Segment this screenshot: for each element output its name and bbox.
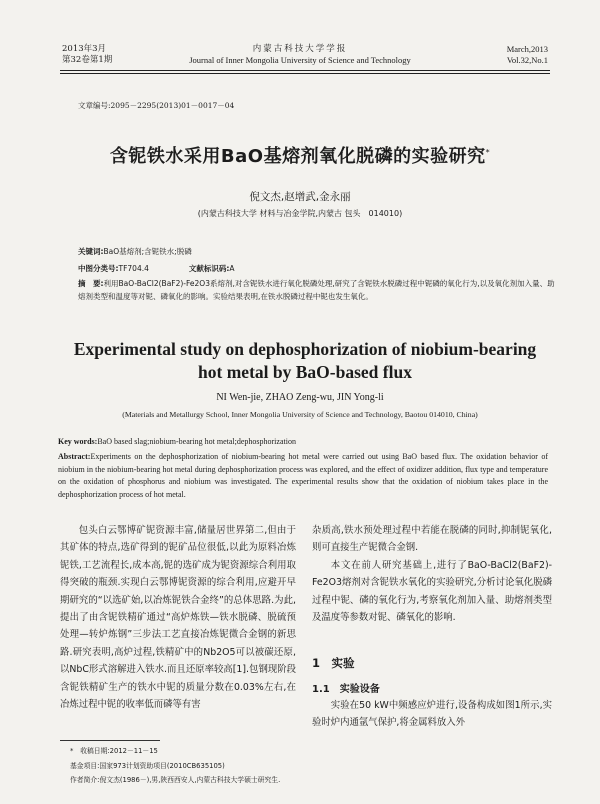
section-1-1-text (312, 697, 552, 732)
section-1-heading: 1 实验 (312, 656, 355, 670)
section-1-1-heading: 1.1 实验设备 (312, 684, 380, 695)
english-title-line2: hot metal by BaO-based flux (198, 362, 412, 382)
footnote-rule (60, 740, 160, 741)
footnote-received: * 收稿日期:2012－11－15 (70, 747, 158, 755)
english-authors: NI Wen-jie, ZHAO Zeng-wu, JIN Yong-li (216, 392, 384, 403)
intro-paragraph: 包头白云鄂博矿铌资源丰富,储量居世界第二,但由于其矿体的特点,选矿得到的铌矿品位很低,以此为原料冶炼铌铁,工艺流程长,成本高,铌的选矿成为铌资源综合利用取得突破的瓶颈.实现白云鄂博铌资源的综合利用,应避开早期研究的“以选矿始,以冶炼铌铁合金终”的总体思路.为此,提出了由含铌铁精矿通过“高炉炼铁—铁水脱磷、脱硫预处理—转炉炼钢”三步法工艺直接冶炼铌微合金钢的新思路.研究表明,高炉过程,铁精矿中的Nb2O5可以被碳还原,以NbC形式溶解进入铁水.而且还原率较高[1].包钢现阶段含铌铁精矿生产的铁水中铌的质量分数在0.03%左右,在冶炼过程中铌的收率低而磷等有害 (60, 525, 296, 711)
abstract-label-cn: 摘 要: (78, 279, 104, 288)
english-keywords (58, 436, 548, 448)
chinese-title-text: 含铌铁水采用BaO基熔剂氧化脱磷的实验研究 (109, 146, 486, 167)
chinese-keywords (78, 245, 192, 258)
intro-paragraph-2: 本文在前人研究基础上,进行了BaO-BaCl2(BaF2)-Fe2O3熔剂对含铌铁水氧化的实验研究,分析讨论氧化脱磷过程中铌、磷的氧化行为,考察氧化剂加入量、助熔剂类型及温度等参数对铌、磷氧化的影响. (312, 559, 552, 624)
header-rule-thin (60, 73, 550, 74)
keywords-text: BaO基熔剂;含铌铁水;脱磷 (103, 247, 192, 256)
journal-name-cn: 内蒙古科技大学学报 (252, 44, 348, 54)
doc-code-label: 文献标识码: (188, 264, 230, 273)
english-keywords-text: BaO based slag;niobium-bearing hot metal;dephosphorization (97, 437, 296, 446)
body-left-column (60, 522, 296, 713)
abstract-text-cn: 利用BaO-BaCl2(BaF2)-Fe2O3系熔剂,对含铌铁水进行氧化脱磷处理,研究了含铌铁水脱磷过程中铌磷的氧化行为,以及氧化剂加入量、助熔剂类型和温度等对铌、磷氧化的影响。实验结果表明,在铁水脱磷过程中铌也发生氧化。 (78, 279, 555, 301)
classification-row (78, 263, 538, 274)
keywords-label: 关键词: (78, 247, 104, 256)
chinese-title (0, 142, 600, 168)
chinese-abstract (78, 278, 558, 303)
header-rule-thick (60, 70, 550, 71)
chinese-authors: 倪文杰,赵增武,金永丽 (249, 191, 351, 203)
english-keywords-label: Key words: (58, 437, 98, 446)
equipment-paragraph: 实验在50 kW中频感应炉进行,设备构成如图1所示,实验时炉内通氩气保护,将金属料放入外 (312, 700, 552, 729)
body-right-column (312, 522, 552, 626)
footnote-author-info: 作者简介:倪文杰(1986－),男,陕西西安人,内蒙古科技大学硕士研究生. (70, 776, 281, 784)
running-header-right (507, 44, 548, 66)
clc-label: 中图分类号: (78, 264, 119, 273)
intro-paragraph-continued: 杂质高,铁水预处理过程中若能在脱磷的同时,抑制铌氧化,则可直接生产铌微合金钢. (312, 525, 552, 554)
issue-date-en: March,2013 (506, 44, 548, 54)
english-abstract (58, 451, 548, 501)
article-number: 文章编号:2095－2295(2013)01－0017－04 (78, 101, 235, 110)
english-title (60, 338, 550, 384)
clc-code: TF704.4 (118, 264, 149, 273)
english-affiliation: (Materials and Metallurgy School, Inner Mongolia University of Science and Technology, Baotou 014010, China) (122, 410, 478, 419)
volume-issue: 第32卷第1期 (62, 55, 113, 65)
english-title-line1: Experimental study on dephosphorization of niobium-bearing (73, 339, 537, 359)
volume-issue-en: Vol.32,No.1 (506, 55, 548, 65)
chinese-affiliation: (内蒙古科技大学 材料与冶金学院,内蒙古 包头 014010) (197, 209, 403, 218)
doc-code: A (229, 264, 235, 273)
footnote-funding: 基金项目:国家973计划资助项目(2010CB635105) (70, 762, 225, 770)
journal-name-en: Journal of Inner Mongolia University of Science and Technology (189, 55, 411, 65)
english-abstract-label: Abstract: (58, 452, 91, 461)
title-footnote-mark: * (485, 148, 491, 157)
issue-date: 2013年3月 (62, 44, 107, 54)
english-abstract-text: Experiments on the dephosphorization of niobium-bearing hot metal were carried out using BaO based flux. The oxidation behavior of niobium in the niobium-bearing hot metal during dephosphorization process was explored, and the effect of oxidizer addition, flux type and temperature on the oxidation of phosphorus and niobium was investigated. The experimental results show that the oxidation of niobium takes place in the dephosphorization process of hot metal. (58, 452, 548, 499)
